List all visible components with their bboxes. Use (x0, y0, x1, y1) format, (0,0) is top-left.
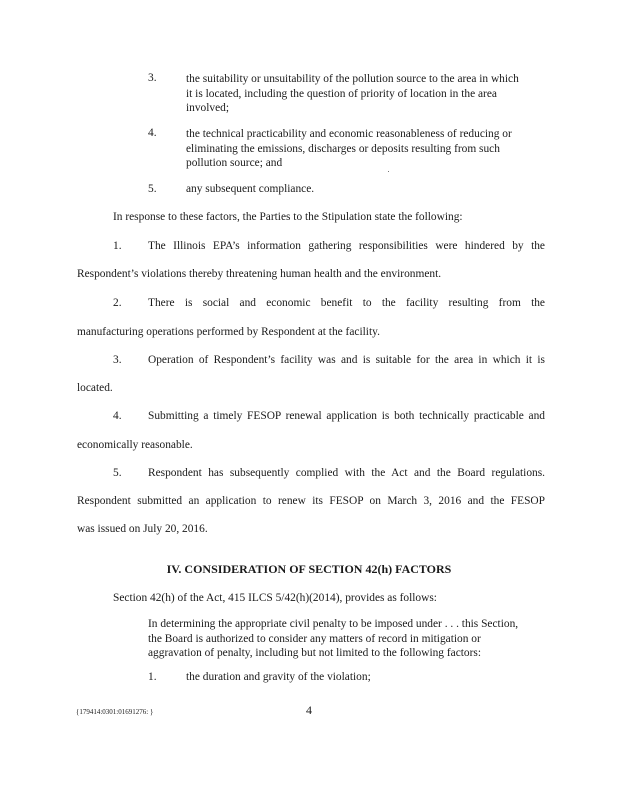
paragraph-number: 5. (113, 467, 122, 479)
block-quote (148, 617, 518, 661)
paragraph-line: was issued on July 20, 2016. (77, 523, 208, 535)
quote-line: aggravation of penalty, including but not limited to the following factors: (148, 647, 481, 659)
quote-line: In determining the appropriate civil penalty to be imposed under . . . this Section, (148, 618, 519, 630)
page-number: 4 (306, 703, 312, 717)
list-number: 3. (148, 72, 157, 84)
paragraph-line: The Illinois EPA’s information gathering responsibilities were hindered by the (148, 240, 545, 252)
paragraph-line: economically reasonable. (77, 439, 193, 451)
scan-speck (388, 171, 389, 172)
text-line: the technical practicability and economic reasonableness of reducing or (186, 128, 512, 140)
quote-item-text: the duration and gravity of the violation; (186, 671, 371, 683)
paragraph-number: 1. (113, 240, 122, 252)
list-item-text (186, 127, 512, 171)
paragraph-line: There is social and economic benefit to the facility resulting from the (148, 297, 545, 309)
paragraph-line: Respondent’s violations thereby threatening human health and the environment. (77, 268, 442, 280)
paragraph-line: located. (77, 382, 113, 394)
paragraph-line: Respondent submitted an application to renew its FESOP on March 3, 2016 and the FESOP (77, 495, 545, 507)
paragraph-line: Operation of Respondent’s facility was and is suitable for the area in which it is (148, 354, 545, 366)
text-line: the suitability or unsuitability of the pollution source to the area in which (186, 73, 519, 85)
paragraph-number: 2. (113, 297, 122, 309)
paragraph-number: 3. (113, 354, 122, 366)
text-line: it is located, including the question of priority of location in the area (186, 87, 497, 100)
quote-line: the Board is authorized to consider any matters of record in mitigation or (148, 632, 481, 645)
quote-item-number: 1. (148, 671, 157, 683)
list-number: 5. (148, 183, 157, 195)
intro-paragraph: In response to these factors, the Parties to the Stipulation state the following: (113, 211, 463, 223)
list-number: 4. (148, 127, 157, 139)
paragraph-number: 4. (113, 410, 122, 422)
paragraph-line: Submitting a timely FESOP renewal application is both technically practicable and (148, 410, 545, 422)
paragraph-line: manufacturing operations performed by Respondent at the facility. (77, 326, 380, 338)
text-line: pollution source; and (186, 157, 283, 169)
section-intro: Section 42(h) of the Act, 415 ILCS 5/42(h)(2014), provides as follows: (113, 592, 437, 604)
text-line: eliminating the emissions, discharges or deposits resulting from such (186, 142, 500, 155)
footer-document-id: {179414:0301:01691276: } (76, 708, 154, 716)
paragraph-line: Respondent has subsequently complied with the Act and the Board regulations. (148, 467, 545, 479)
text-line: involved; (186, 102, 230, 114)
list-item-text: any subsequent compliance. (186, 183, 315, 195)
list-item-text (186, 72, 519, 116)
section-heading: IV. CONSIDERATION OF SECTION 42(h) FACTORS (166, 562, 452, 576)
